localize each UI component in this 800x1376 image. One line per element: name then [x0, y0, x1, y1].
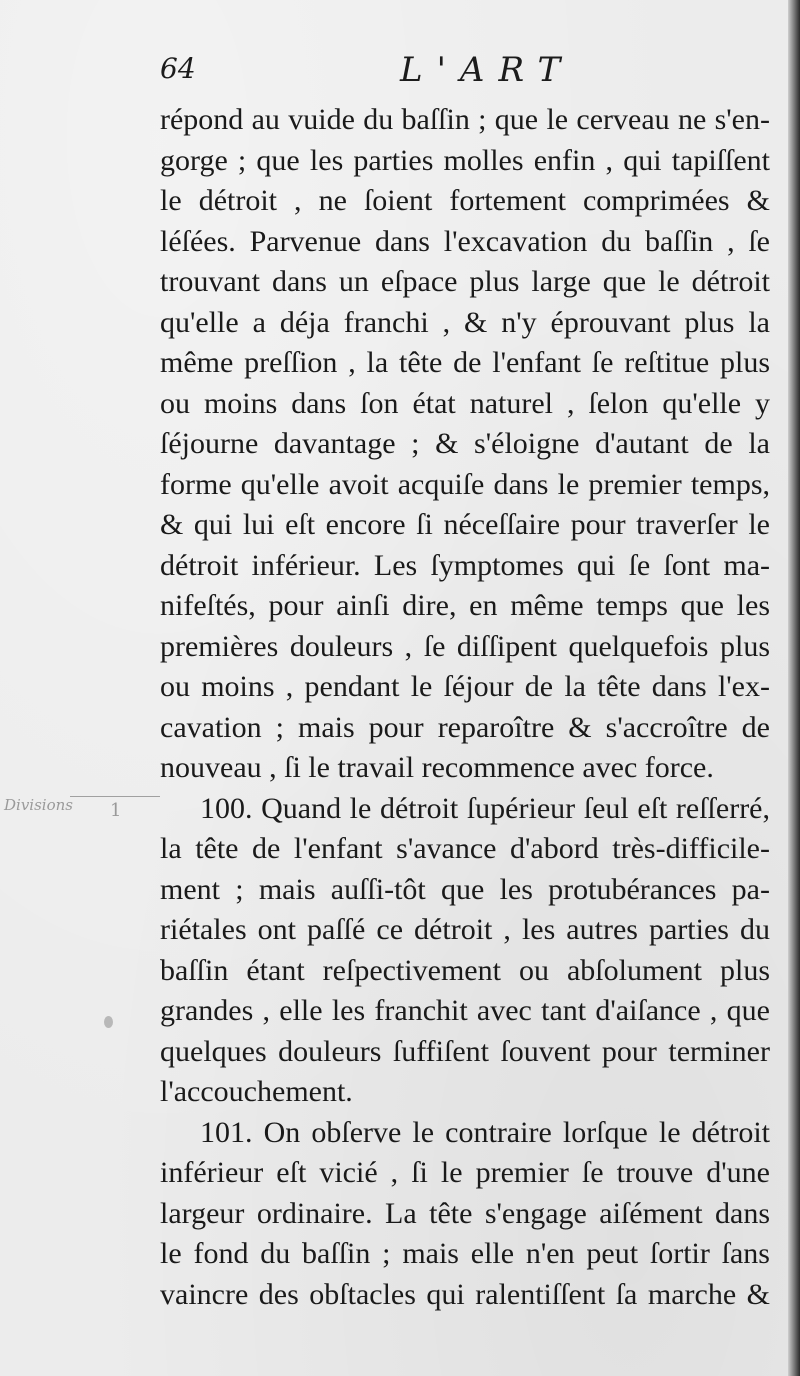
text-line: le détroit , ne ſoient fortement comprimées & [160, 184, 770, 217]
text-line: inférieur eſt vicié , ſi le premier ſe trouve d'une [160, 1156, 770, 1189]
margin-mark: 1 [110, 800, 122, 821]
paragraph-101-first-line: 101. On obſerve le contraire lorſque le détroit [200, 1115, 770, 1149]
ink-spot [104, 1016, 113, 1028]
running-head: L'ART [400, 50, 575, 90]
text-line: la tête de l'enfant s'avance d'abord très-difficile- [160, 832, 770, 865]
text-line: & qui lui eſt encore ſi néceſſaire pour traverſer le [160, 508, 770, 541]
margin-annotation: Divisions [4, 796, 73, 814]
text-line: trouvant dans un eſpace plus large que le détroit [160, 265, 770, 298]
text-line: quelques douleurs ſuffiſent ſouvent pour terminer [160, 1034, 770, 1068]
text-line: répond au vuide du baſſin ; que le cerveau ne s'en- [160, 103, 770, 136]
book-gutter-shadow [788, 0, 800, 1376]
text-line: l'accouchement. [160, 1075, 353, 1108]
text-line: ſéjourne davantage ; & s'éloigne d'autant de la [160, 427, 770, 460]
margin-rule [70, 796, 160, 797]
text-line: ment ; mais auſſi-tôt que les protubérances pa- [160, 872, 770, 906]
page-number: 64 [160, 52, 196, 85]
text-line: riétales ont paſſé ce détroit , les autres parties du [160, 913, 770, 946]
text-line: même preſſion , la tête de l'enfant ſe reſtitue plus [160, 346, 770, 379]
text-line: premières douleurs , ſe diſſipent quelquefois plus [160, 629, 770, 663]
text-line: grandes , elle les franchit avec tant d'aiſance , que [160, 994, 770, 1027]
text-line: ou moins dans ſon état naturel , ſelon qu'elle y [160, 386, 770, 420]
text-line: nouveau , ſi le travail recommence avec force. [160, 751, 714, 784]
text-line: cavation ; mais pour reparoître & s'accroître de [160, 710, 770, 744]
page-header [160, 52, 760, 102]
text-line: baſſin étant reſpectivement ou abſolument plus [160, 953, 770, 987]
text-line: ou moins , pendant le ſéjour de la tête dans l'ex- [160, 670, 770, 703]
text-line: léſées. Parvenue dans l'excavation du baſſin , ſe [160, 224, 770, 258]
text-line: vaincre des obſtacles qui ralentiſſent ſa marche & [160, 1277, 770, 1311]
text-line: gorge ; que les parties molles enfin , qui tapiſſent [160, 143, 770, 177]
text-line: nifeſtés, pour ainſi dire, en même temps que les [160, 589, 770, 622]
text-line: détroit inférieur. Les ſymptomes qui ſe ſont ma- [160, 548, 770, 582]
body-text [160, 100, 770, 1315]
text-line: forme qu'elle avoit acquiſe dans le premier temps, [160, 467, 770, 501]
paragraph-100-first-line: 100. Quand le détroit ſupérieur ſeul eſt reſſerré, [200, 791, 770, 825]
text-line: le fond du baſſin ; mais elle n'en peut ſortir ſans [160, 1237, 770, 1270]
text-line: qu'elle a déja franchi , & n'y éprouvant plus la [160, 305, 770, 339]
text-line: largeur ordinaire. La tête s'engage aiſément dans [160, 1196, 770, 1230]
